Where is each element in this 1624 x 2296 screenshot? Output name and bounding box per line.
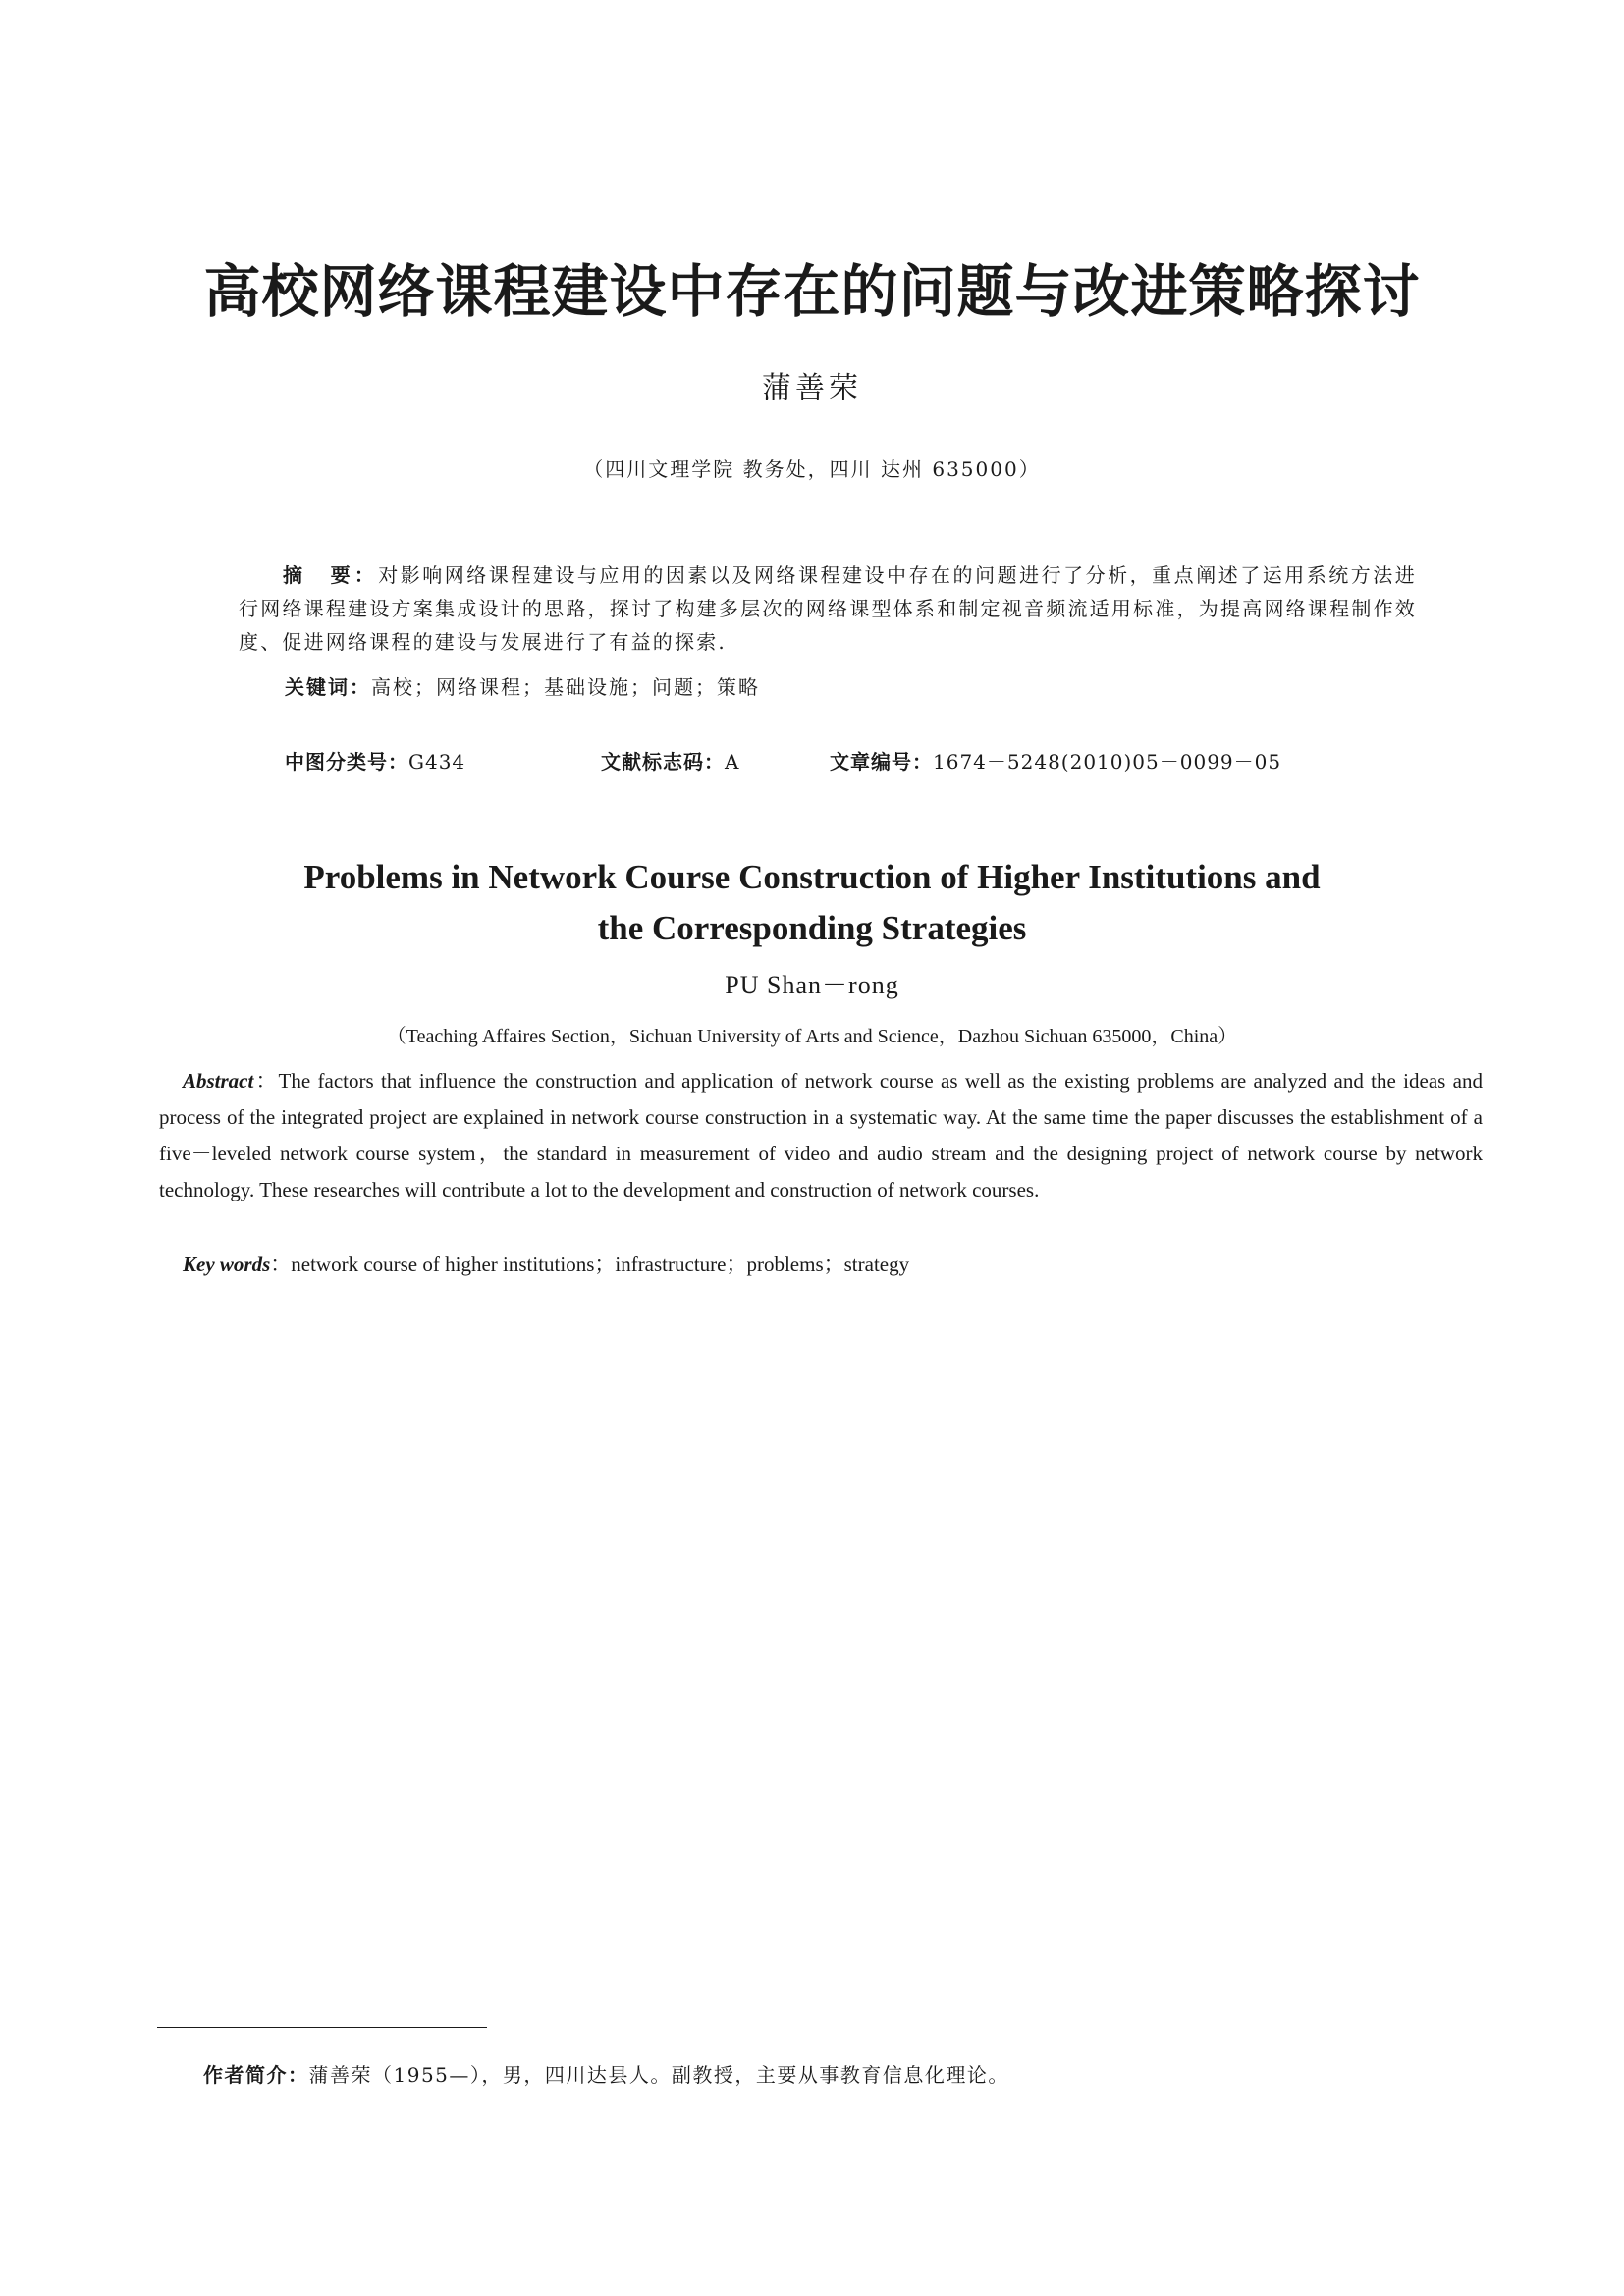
chinese-title: 高校网络课程建设中存在的问题与改进策略探讨 bbox=[203, 258, 1421, 325]
chinese-affiliation: （四川文理学院 教务处，四川 达州 635000） bbox=[583, 457, 1041, 481]
chinese-author: 蒲善荣 bbox=[762, 371, 862, 405]
footnote-divider bbox=[157, 2027, 487, 2028]
chinese-keywords-text: 高校；网络课程；基础设施；问题；策略 bbox=[371, 675, 760, 699]
english-abstract-text: ：The factors that influence the construction and application of network course as well as the existing problems are analyzed and the ideas and process of the integrated project are explained in network course construction in a systematic way. At the same time the paper discusses the establishment of a five－leveled network course system，the standard in measurement of video and audio stream and the designing project of network course by network technology. These researches will contribute a lot to the development and construction of network courses. bbox=[159, 1069, 1483, 1201]
english-title-line-1: Problems in Network Course Construction of Higher Institutions and bbox=[303, 858, 1321, 896]
english-author: PU Shan－rong bbox=[725, 971, 899, 999]
article-id bbox=[830, 746, 1281, 774]
clc-value: G434 bbox=[408, 750, 466, 774]
footnote-text: 蒲善荣（1955—），男，四川达县人。副教授，主要从事教育信息化理论。 bbox=[308, 2063, 1009, 2087]
clc-label: 中图分类号： bbox=[285, 750, 408, 774]
english-keywords bbox=[159, 1249, 909, 1278]
chinese-abstract bbox=[239, 559, 1417, 659]
english-title-line-2: the Corresponding Strategies bbox=[597, 909, 1027, 947]
doc-code-label: 文献标志码： bbox=[601, 750, 725, 774]
document-code bbox=[601, 746, 739, 774]
footnote-label: 作者简介： bbox=[203, 2063, 309, 2087]
chinese-abstract-text: 对影响网络课程建设与应用的因素以及网络课程建设中存在的问题进行了分析，重点阐述了运用系统方法进行网络课程建设方案集成设计的思路，探讨了构建多层次的网络课型体系和制定视音频流适用标准，为提高网络课程制作效度、促进网络课程的建设与发展进行了有益的探索. bbox=[239, 563, 1417, 654]
english-affiliation: （Teaching Affaires Section，Sichuan University of Arts and Science，Dazhou Sichuan 635000，China） bbox=[386, 1026, 1238, 1047]
english-abstract-label: Abstract bbox=[183, 1069, 254, 1093]
chinese-keywords-label: 关键词： bbox=[285, 675, 371, 699]
chinese-abstract-label: 摘 要： bbox=[283, 563, 379, 587]
author-footnote bbox=[203, 2059, 1009, 2088]
clc-number bbox=[285, 746, 465, 774]
english-keywords-label: Key words bbox=[183, 1253, 271, 1276]
article-id-value: 1674－5248(2010)05－0099－05 bbox=[933, 750, 1282, 774]
english-keywords-text: ：network course of higher institutions；infrastructure；problems；strategy bbox=[270, 1253, 910, 1276]
english-abstract bbox=[159, 1063, 1483, 1208]
english-title bbox=[157, 852, 1467, 954]
doc-code-value: A bbox=[725, 750, 740, 774]
article-id-label: 文章编号： bbox=[830, 750, 933, 774]
chinese-keywords bbox=[285, 671, 760, 700]
